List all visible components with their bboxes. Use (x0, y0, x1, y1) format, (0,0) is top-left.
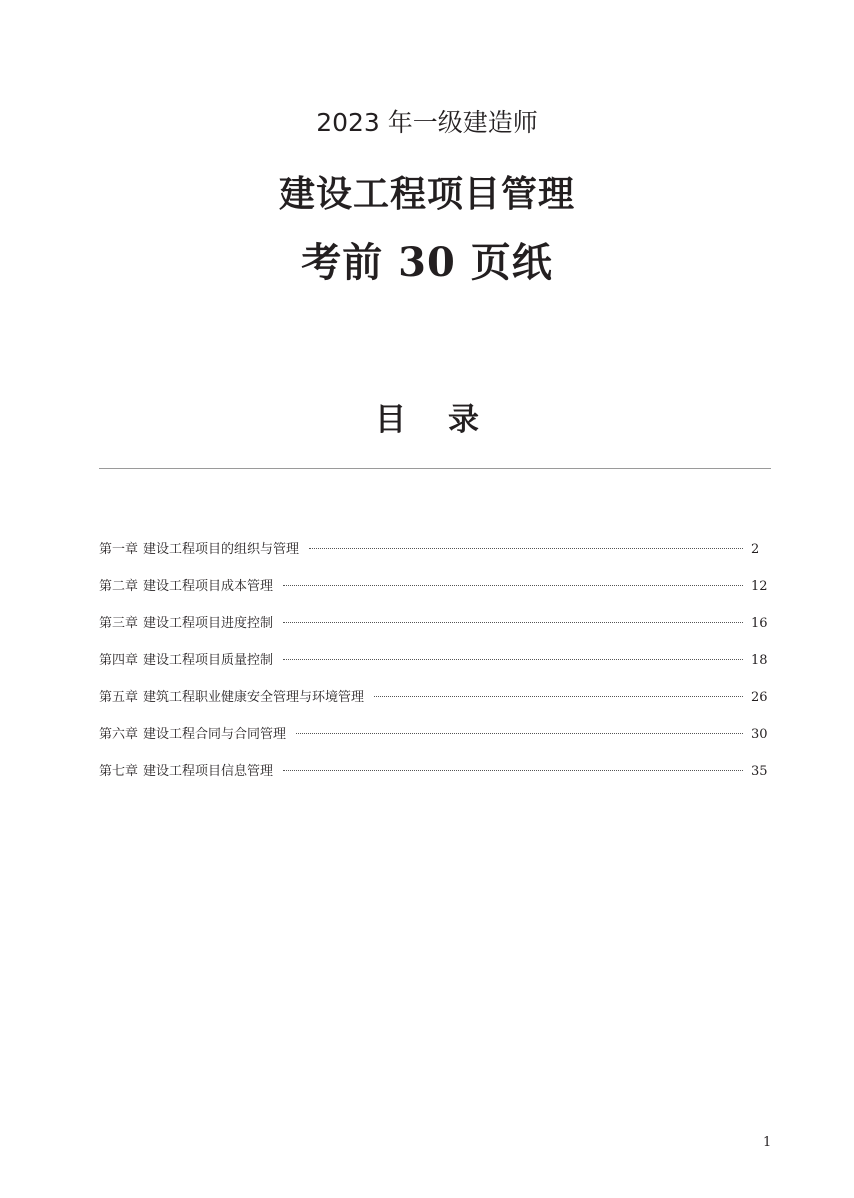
toc-chapter-title: 建设工程项目信息管理 (143, 764, 274, 779)
toc-dot-leader (296, 733, 743, 734)
toc-entry[interactable] (99, 575, 771, 612)
toc-page-number: 2 (751, 542, 760, 557)
toc-chapter-number: 第七章 (99, 764, 139, 779)
toc-page-number: 16 (751, 616, 768, 631)
toc-page-number: 26 (751, 690, 768, 705)
toc-chapter-number: 第三章 (99, 616, 139, 631)
toc-dot-leader (374, 696, 743, 697)
toc-chapter-number: 第五章 (99, 690, 139, 705)
toc-chapter-title: 建设工程项目的组织与管理 (143, 542, 300, 557)
toc-page-number: 18 (751, 653, 768, 668)
toc-entry[interactable] (99, 723, 771, 760)
toc-chapter-title: 建设工程项目质量控制 (143, 653, 274, 668)
toc-chapter-number: 第四章 (99, 653, 139, 668)
toc-entry[interactable] (99, 760, 771, 797)
toc-entry[interactable] (99, 538, 771, 575)
toc-entry[interactable] (99, 686, 771, 723)
toc-entry[interactable] (99, 612, 771, 649)
toc-entry[interactable] (99, 649, 771, 686)
heading-divider (99, 468, 771, 469)
page-number: 1 (763, 1135, 772, 1150)
toc-chapter-title: 建筑工程职业健康安全管理与环境管理 (143, 690, 365, 705)
toc-chapter-number: 第二章 (99, 579, 139, 594)
toc-chapter-title: 建设工程合同与合同管理 (143, 727, 287, 742)
toc-chapter-number: 第一章 (99, 542, 139, 557)
toc-dot-leader (283, 585, 743, 586)
toc-chapter-number: 第六章 (99, 727, 139, 742)
toc-chapter-title: 建设工程项目进度控制 (143, 616, 274, 631)
toc-page-number: 35 (751, 764, 768, 779)
toc-chapter-title: 建设工程项目成本管理 (143, 579, 274, 594)
exam-subtitle: 2023 年一级建造师 (316, 108, 538, 137)
table-of-contents (99, 538, 771, 797)
toc-dot-leader (309, 548, 743, 549)
toc-dot-leader (283, 622, 743, 623)
toc-dot-leader (283, 770, 743, 771)
toc-dot-leader (283, 659, 743, 660)
book-title: 建设工程项目管理 (278, 174, 575, 215)
book-subtitle: 考前 30 页纸 (301, 239, 553, 286)
toc-heading: 目录 (375, 402, 521, 438)
toc-page-number: 30 (751, 727, 768, 742)
toc-page-number: 12 (751, 579, 768, 594)
